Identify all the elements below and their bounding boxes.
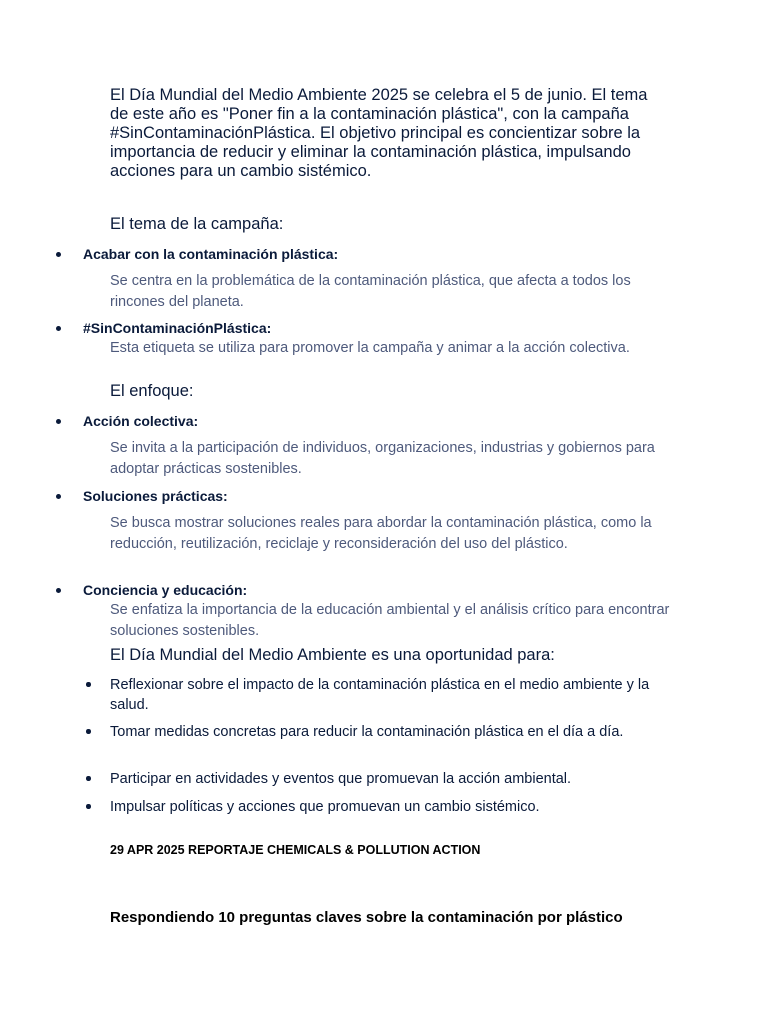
list-item-text: Tomar medidas concretas para reducir la contaminación plástica en el día a día. <box>110 724 624 740</box>
article-headline[interactable]: Respondiendo 10 preguntas claves sobre la contaminación por plástico <box>110 909 623 926</box>
bullet-description: Se busca mostrar soluciones reales para abordar la contaminación plástica, como la reducción, reutilización, reciclaje y reconsideración del uso del plástico. <box>110 515 652 552</box>
bullet-description: Esta etiqueta se utiliza para promover la campaña y animar a la acción colectiva. <box>110 340 630 356</box>
bullet-description: Se enfatiza la importancia de la educación ambiental y el análisis crítico para encontrar soluciones sostenibles. <box>110 602 670 639</box>
article-meta: 29 APR 2025 REPORTAJE CHEMICALS & POLLUTION ACTION <box>110 843 481 857</box>
bullet-description: Se invita a la participación de individuos, organizaciones, industrias y gobiernos para adoptar prácticas sostenibles. <box>110 440 655 477</box>
bullet-title: Acción colectiva: <box>83 413 199 429</box>
focus-heading: El enfoque: <box>110 382 194 400</box>
bullet-title: Soluciones prácticas: <box>83 488 228 504</box>
bullet-icon <box>86 729 91 734</box>
bullet-title: Conciencia y educación: <box>83 582 248 598</box>
bullet-description: Se centra en la problemática de la contaminación plástica, que afecta a todos los rincones del planeta. <box>110 273 631 310</box>
bullet-title: Acabar con la contaminación plástica: <box>83 246 339 262</box>
bullet-icon <box>56 494 61 499</box>
bullet-icon <box>56 419 61 424</box>
bullet-icon <box>86 776 91 781</box>
campaign-heading: El tema de la campaña: <box>110 215 284 233</box>
opportunity-heading: El Día Mundial del Medio Ambiente es una oportunidad para: <box>110 646 555 664</box>
bullet-title: #SinContaminaciónPlástica: <box>83 320 272 336</box>
intro-paragraph: El Día Mundial del Medio Ambiente 2025 se celebra el 5 de junio. El tema de este año es "Poner fin a la contaminación plástica", con la campaña #SinContaminaciónPlástica. El objetivo principal es concientizar sobre la importancia de reducir y eliminar la contaminación plástica, impulsando acciones para un cambio sistémico. <box>110 86 648 180</box>
bullet-icon <box>56 252 61 257</box>
bullet-icon <box>56 326 61 331</box>
bullet-icon <box>86 804 91 809</box>
list-item-text: Reflexionar sobre el impacto de la contaminación plástica en el medio ambiente y la salud. <box>110 677 650 713</box>
list-item-text: Impulsar políticas y acciones que promuevan un cambio sistémico. <box>110 799 540 815</box>
bullet-icon <box>86 682 91 687</box>
bullet-icon <box>56 588 61 593</box>
list-item-text: Participar en actividades y eventos que promuevan la acción ambiental. <box>110 771 572 787</box>
